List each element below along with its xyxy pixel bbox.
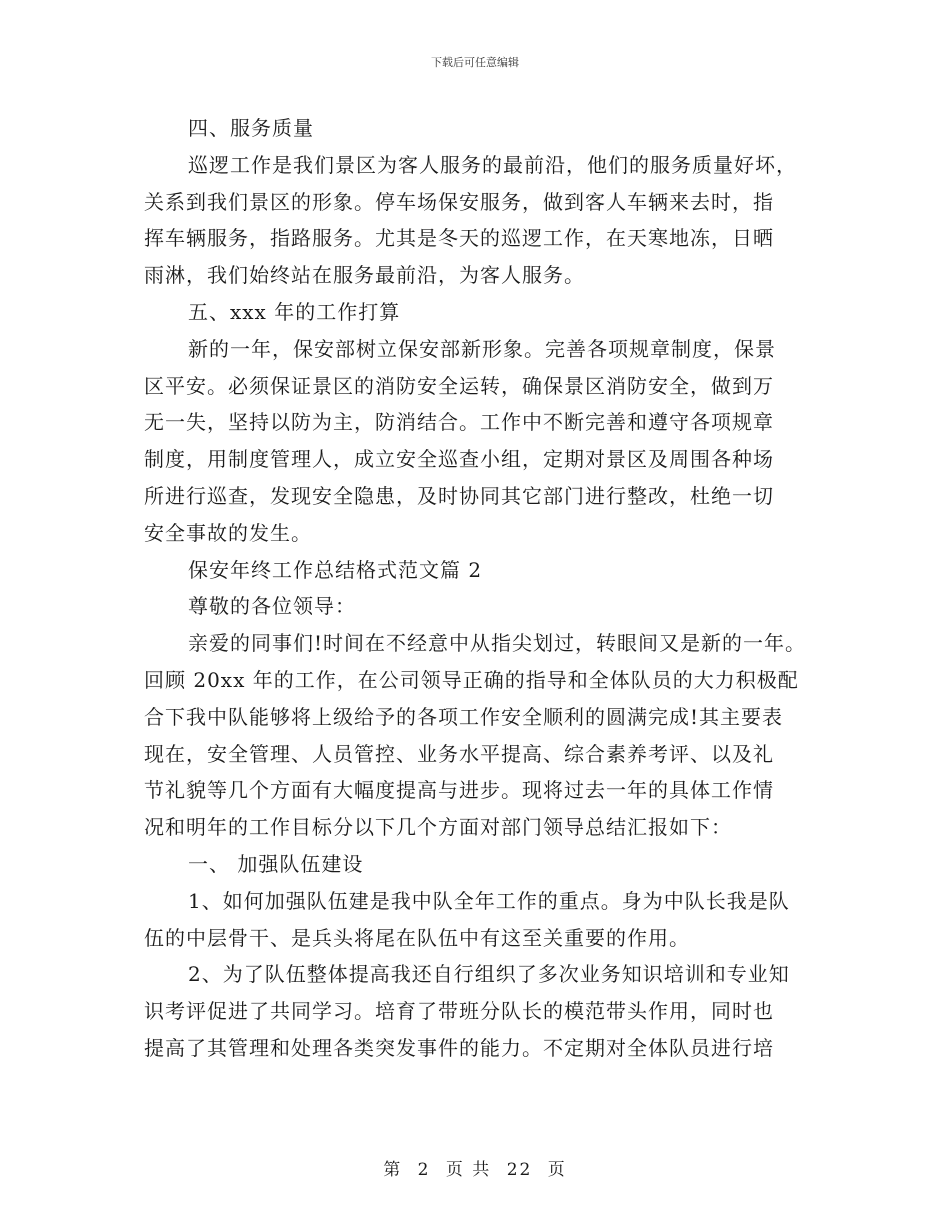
text-line: 尊敬的各位领导： [188, 594, 356, 619]
text-line: 四、服务质量 [188, 116, 314, 140]
footer-total-pages: 22 [506, 1160, 533, 1180]
text-line: 保安年终工作总结格式范文篇 2 [188, 557, 483, 582]
text-line: 回顾 20xx 年的工作，在公司领导正确的指导和全体队员的大力积极配 [144, 667, 799, 692]
text-line: 巡逻工作是我们景区为客人服务的最前沿，他们的服务质量好坏， [188, 152, 797, 177]
text-line: 识考评促进了共同学习。培育了带班分队长的模范带头作用，同时也 [144, 999, 774, 1024]
text-line: 亲爱的同事们!时间在不经意中从指尖划过，转眼间又是新的一年。 [188, 631, 807, 656]
text-line: 制度，用制度管理人，成立安全巡查小组，定期对景区及周围各种场 [144, 447, 774, 472]
text-line: 1、如何加强队伍建是我中队全年工作的重点。身为中队长我是队 [188, 888, 790, 913]
footer-middle: 页 共 [445, 1160, 492, 1180]
text-line: 雨淋，我们始终站在服务最前沿，为客人服务。 [144, 263, 585, 288]
text-line: 伍的中层骨干、是兵头将尾在队伍中有这至关重要的作用。 [144, 925, 690, 950]
text-line: 安全事故的发生。 [144, 520, 312, 545]
document-body [144, 110, 834, 1067]
page-footer [0, 1155, 950, 1180]
text-line: 五、xxx 年的工作打算 [188, 299, 401, 324]
text-line: 合下我中队能够将上级给予的各项工作安全顺利的圆满完成!其主要表 [144, 704, 784, 729]
text-line: 况和明年的工作目标分以下几个方面对部门领导总结汇报如下： [144, 815, 732, 840]
page-header-note: 下载后可任意编辑 [431, 56, 519, 69]
footer-prefix: 第 [383, 1160, 403, 1180]
text-line: 挥车辆服务，指路服务。尤其是冬天的巡逻工作，在天寒地冻，日晒 [144, 226, 774, 251]
text-line: 区平安。必须保证景区的消防安全运转，确保景区消防安全，做到万 [144, 373, 774, 398]
text-line: 新的一年，保安部树立保安部新形象。完善各项规章制度，保景 [188, 336, 776, 361]
text-line: 节礼貌等几个方面有大幅度提高与进步。现将过去一年的具体工作情 [144, 778, 774, 803]
text-line: 2、为了队伍整体提高我还自行组织了多次业务知识培训和专业知 [188, 962, 790, 987]
text-line: 一、 加强队伍建设 [188, 851, 364, 876]
text-line: 关系到我们景区的形象。停车场保安服务，做到客人车辆来去时，指 [144, 189, 774, 214]
text-line: 提高了其管理和处理各类突发事件的能力。不定期对全体队员进行培 [144, 1035, 774, 1060]
footer-suffix: 页 [547, 1160, 567, 1180]
text-line: 无一失，坚持以防为主，防消结合。工作中不断完善和遵守各项规章 [144, 410, 774, 435]
footer-page-number: 2 [417, 1160, 431, 1180]
text-line: 现在，安全管理、人员管控、业务水平提高、综合素养考评、以及礼 [144, 741, 774, 766]
text-line: 所进行巡查，发现安全隐患，及时协同其它部门进行整改，杜绝一切 [144, 483, 774, 508]
